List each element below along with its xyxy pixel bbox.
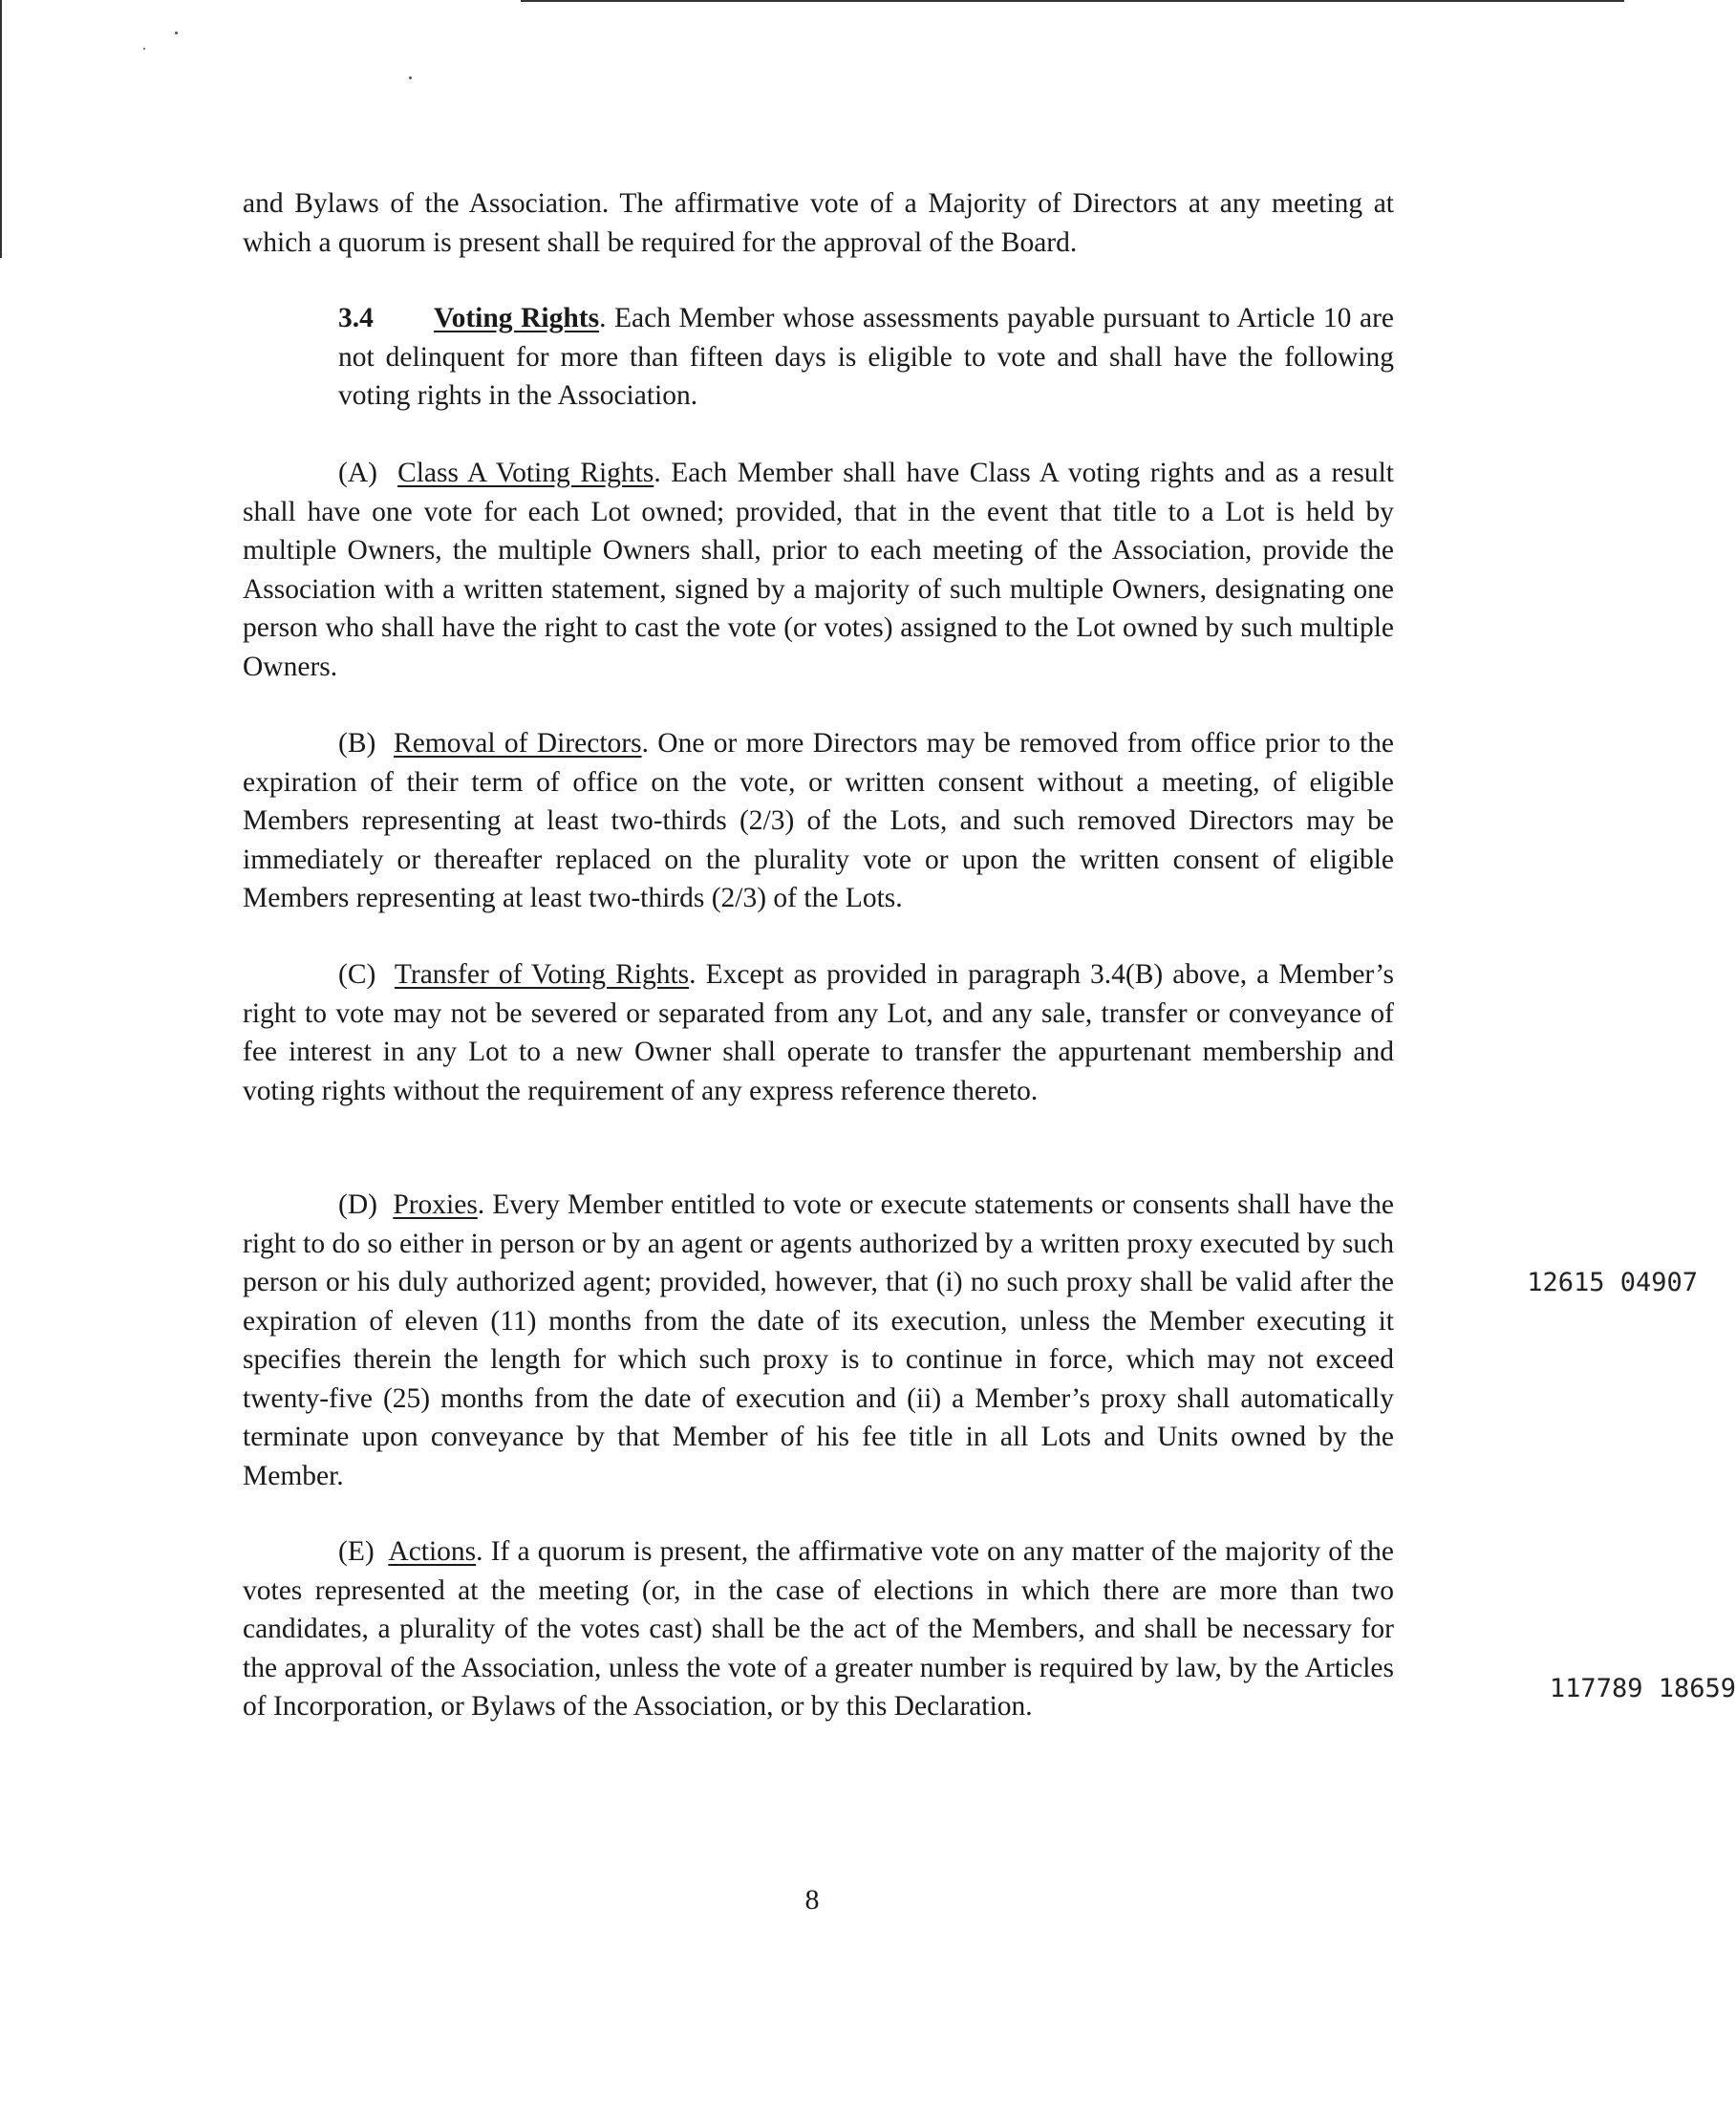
paragraph-d-label: (D): [338, 1189, 377, 1220]
intro-text: and Bylaws of the Association. The affirmative vote of a Majority of Directors at any meeting at which a quorum is present shall be required for the approval of the Board.: [243, 188, 1394, 258]
paragraph-e-title: Actions: [388, 1536, 477, 1567]
paragraph-d-title: Proxies: [393, 1189, 478, 1220]
paragraph-c-title: Transfer of Voting Rights: [394, 959, 690, 990]
paragraph-b-label: (B): [338, 728, 376, 759]
paragraph-d: [243, 1186, 1394, 1495]
paragraph-b: [243, 724, 1394, 918]
paragraph-a-title: Class A Voting Rights: [397, 458, 654, 488]
paragraph-a: [243, 454, 1394, 686]
scan-speck: [143, 48, 145, 50]
paragraph-e-label: (E): [338, 1536, 375, 1567]
margin-stamp-2-text: 117789 18659: [1549, 1674, 1736, 1703]
left-edge-mark: [0, 0, 2, 258]
margin-stamp-1: [1449, 1268, 1698, 1299]
paragraph-c: [243, 955, 1394, 1110]
margin-stamp-1-text: 12615 04907: [1527, 1268, 1698, 1297]
paragraph-d-text: . Every Member entitled to vote or execute statements or consents shall have the right to do so either in person or by an agent or agents authorized by a written proxy executed by such person or his duly authorized agent; provided, however, that (i) no such proxy shall be valid after the expiration of eleven (11) months from the date of its execution, unless the Member executing it specifies therein the length for which such proxy is to continue in force, which may not exceed twenty-five (25) months from the date of execution and (ii) a Member’s proxy shall automatically terminate upon conveyance by that Member of his fee title in all Lots and Units owned by the Member.: [243, 1189, 1394, 1491]
paragraph-c-text: . Except as provided in paragraph 3.4(B) above, a Member’s right to vote may not be severed or separated from any Lot, and any sale, transfer or conveyance of fee interest in any Lot to a new Owner shall operate to transfer the appurtenant membership and voting rights without the requirement of any express reference thereto.: [243, 959, 1395, 1106]
paragraph-c-label: (C): [338, 959, 376, 990]
paragraph-a-label: (A): [338, 458, 377, 488]
paragraph-e: [243, 1532, 1394, 1726]
section-text: . Each Member whose assessments payable pursuant to Article 10 are not delinquent for more than fifteen days is eligible to vote and shall have the following voting rights in the Association.: [338, 303, 1395, 411]
scan-speck: [175, 32, 178, 34]
section-3-4: [243, 299, 1394, 416]
scan-speck: [409, 76, 412, 79]
section-number: 3.4: [338, 303, 374, 333]
paragraph-e-text: . If a quorum is present, the affirmative vote on any matter of the majority of the votes represented at the meeting (or, in the case of elections in which there are more than two candidates, a plurality of the votes cast) shall be the act of the Members, and shall be necessary for the approval of the Association, unless the vote of a greater number is required by law, by the Articles of Incorporation, or Bylaws of the Association, or by this Declaration.: [243, 1536, 1394, 1722]
top-rule: [521, 0, 1624, 2]
page-number: 8: [804, 1884, 820, 1916]
paragraph-a-text: . Each Member shall have Class A voting rights and as a result shall have one vote for each Lot owned; provided, that in the event that title to a Lot is held by multiple Owners, the multiple Owners shall, prior to each meeting of the Association, provide the Association with a written statement, signed by a majority of such multiple Owners, designating one person who shall have the right to cast the vote (or votes) assigned to the Lot owned by such multiple Owners.: [243, 458, 1395, 682]
paragraph-b-text: . One or more Directors may be removed from office prior to the expiration of their term of office on the vote, or written consent without a meeting, of eligible Members representing at least two-thirds (2/3) of the Lots, and such removed Directors may be immediately or thereafter replaced on the plurality vote or upon the written consent of eligible Members representing at least two-thirds (2/3) of the Lots.: [243, 728, 1395, 913]
margin-stamp-2: [1411, 1674, 1736, 1705]
paragraph-b-title: Removal of Directors: [394, 728, 642, 759]
section-title: Voting Rights: [434, 303, 600, 333]
paragraph-intro: [243, 184, 1394, 262]
